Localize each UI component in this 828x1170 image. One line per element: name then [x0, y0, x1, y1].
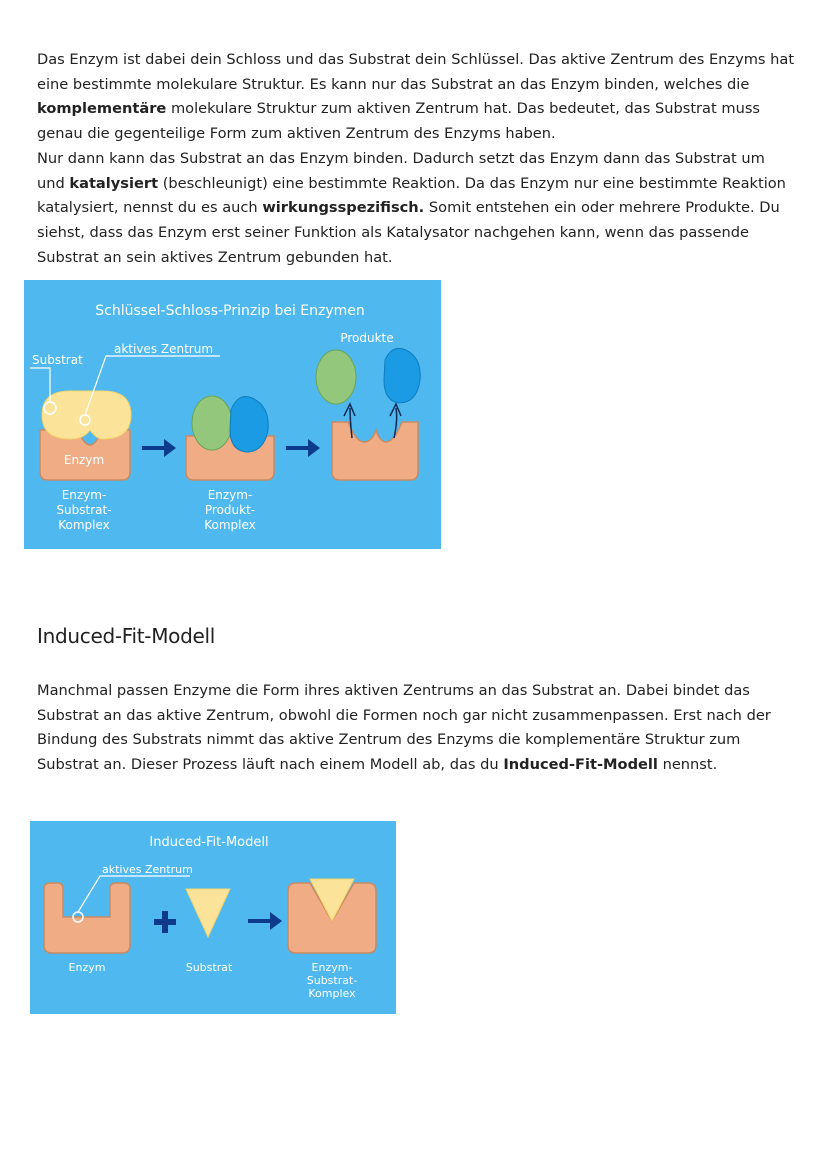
label-aktives-zentrum-2: aktives Zentrum: [102, 863, 193, 876]
term-katalysiert: katalysiert: [69, 174, 159, 192]
section-text-1: Manchmal passen Enzyme die Form ihres aktiven Zentrums an das Substrat an. Dabei bindet das Substrat an das aktive Zentrum, obwohl die Formen noch gar nicht zusammenpassen. Erst nach der Bindung des Substrats nimmt das aktive Zentrum des Enzyms die komplementäre Struktur zum Substrat an. Dieser Prozess läuft nach einem Modell ab, das du: [37, 682, 771, 774]
label-aktives-zentrum: aktives Zentrum: [114, 342, 214, 356]
section-heading: Induced-Fit-Modell: [37, 624, 216, 648]
intro-text-2: molekulare Struktur zum aktiven Zentrum hat. Das bedeutet, das Substrat muss genau die gegenteilige Form zum aktiven Zentrum des Enzyms haben.: [37, 100, 761, 143]
caption-substrat: Substrat: [185, 961, 233, 974]
label-produkte: Produkte: [340, 331, 394, 345]
product-green: [192, 396, 232, 450]
figure-title: Schlüssel-Schloss-Prinzip bei Enzymen: [95, 303, 365, 319]
caption-stage2-line3: Komplex: [204, 518, 256, 532]
intro-paragraph: [37, 48, 797, 270]
term-komplementaer: komplementäre: [37, 100, 167, 118]
intro-text-1: Das Enzym ist dabei dein Schloss und das Substrat dein Schlüssel. Das aktive Zentrum des Enzyms hat eine bestimmte molekulare Struktur. Es kann nur das Substrat an das Enzym binden, welches die: [37, 51, 795, 93]
label-enzym: Enzym: [63, 453, 105, 467]
caption-stage2-line2: Produkt-: [204, 503, 256, 517]
induced-fit-paragraph: [37, 679, 797, 778]
intro-text-5: Somit entstehen ein oder mehrere Produkte. Du siehst, dass das Enzym erst seiner Funktion als Katalysator nachgehen kann, wenn das passende Substrat an sein aktives Zentrum gebunden hat.: [37, 199, 780, 266]
term-wirkungsspezifisch: wirkungsspezifisch.: [262, 199, 425, 217]
term-induced-fit: Induced-Fit-Modell: [503, 756, 658, 774]
caption-stage2-line1: Enzym-: [207, 488, 253, 502]
product-blue-released: [384, 348, 420, 403]
caption-stage1-line3: Komplex: [58, 518, 110, 532]
caption-enzym: Enzym: [68, 961, 106, 974]
figure2-title: Induced-Fit-Modell: [149, 835, 269, 850]
product-green-released: [316, 350, 356, 404]
caption-stage1-line1: Enzym-: [61, 488, 107, 502]
enzyme-shape-3: [332, 422, 418, 480]
intro-text-3: Nur dann kann das Substrat an das Enzym binden. Dadurch setzt das Enzym dann das Substrat um und: [37, 149, 765, 192]
caption-komplex-line3: Komplex: [308, 987, 356, 1000]
section-text-2: nennst.: [657, 756, 718, 774]
caption-komplex-line1: Enzym-: [311, 961, 353, 974]
caption-stage1-line2: Substrat-: [56, 503, 112, 517]
induced-fit-figure: [30, 821, 396, 1014]
intro-text-4: (beschleunigt) eine bestimmte Reaktion. Da das Enzym nur eine bestimmte Reaktion katalysiert, nennst du es auch: [37, 174, 786, 217]
label-substrat: Substrat: [32, 353, 83, 367]
caption-komplex-line2: Substrat-: [306, 974, 358, 987]
lock-and-key-figure: [24, 280, 441, 549]
